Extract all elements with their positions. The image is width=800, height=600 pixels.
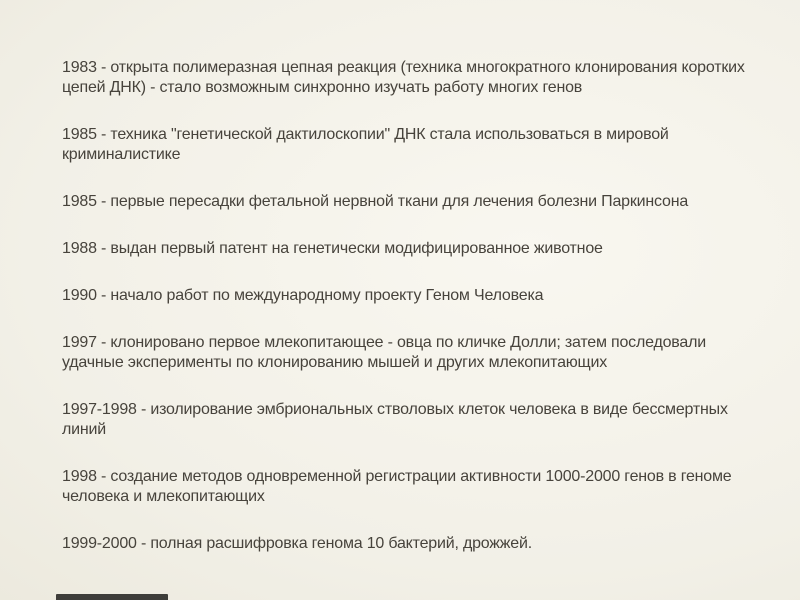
timeline-item: 1998 - создание методов одновременной регистрации активности 1000-2000 генов в геноме человека и млекопитающих bbox=[62, 468, 732, 505]
timeline-item: 1997 - клонировано первое млекопитающее - овца по кличке Долли; затем последовали удачные эксперименты по клонированию мышей и других млекопитающих bbox=[62, 334, 706, 371]
timeline-item: 1985 - техника "генетической дактилоскопии" ДНК стала использоваться в мировой криминалистике bbox=[62, 126, 669, 163]
timeline-item: 1988 - выдан первый патент на генетически модифицированное животное bbox=[62, 240, 603, 257]
timeline-item: 1985 - первые пересадки фетальной нервной ткани для лечения болезни Паркинсона bbox=[62, 193, 689, 210]
timeline-item: 1990 - начало работ по международному проекту Геном Человека bbox=[62, 287, 544, 304]
taskbar-fragment bbox=[56, 594, 168, 600]
timeline-item: 1999-2000 - полная расшифровка генома 10 бактерий, дрожжей. bbox=[62, 535, 532, 552]
timeline-item: 1983 - открыта полимеразная цепная реакция (техника многократного клонирования коротких цепей ДНК) - стало возможным синхронно изучать работу многих генов bbox=[62, 59, 745, 96]
timeline-item: 1997-1998 - изолирование эмбриональных стволовых клеток человека в виде бессмертных линий bbox=[62, 401, 728, 438]
timeline-list bbox=[62, 58, 748, 581]
